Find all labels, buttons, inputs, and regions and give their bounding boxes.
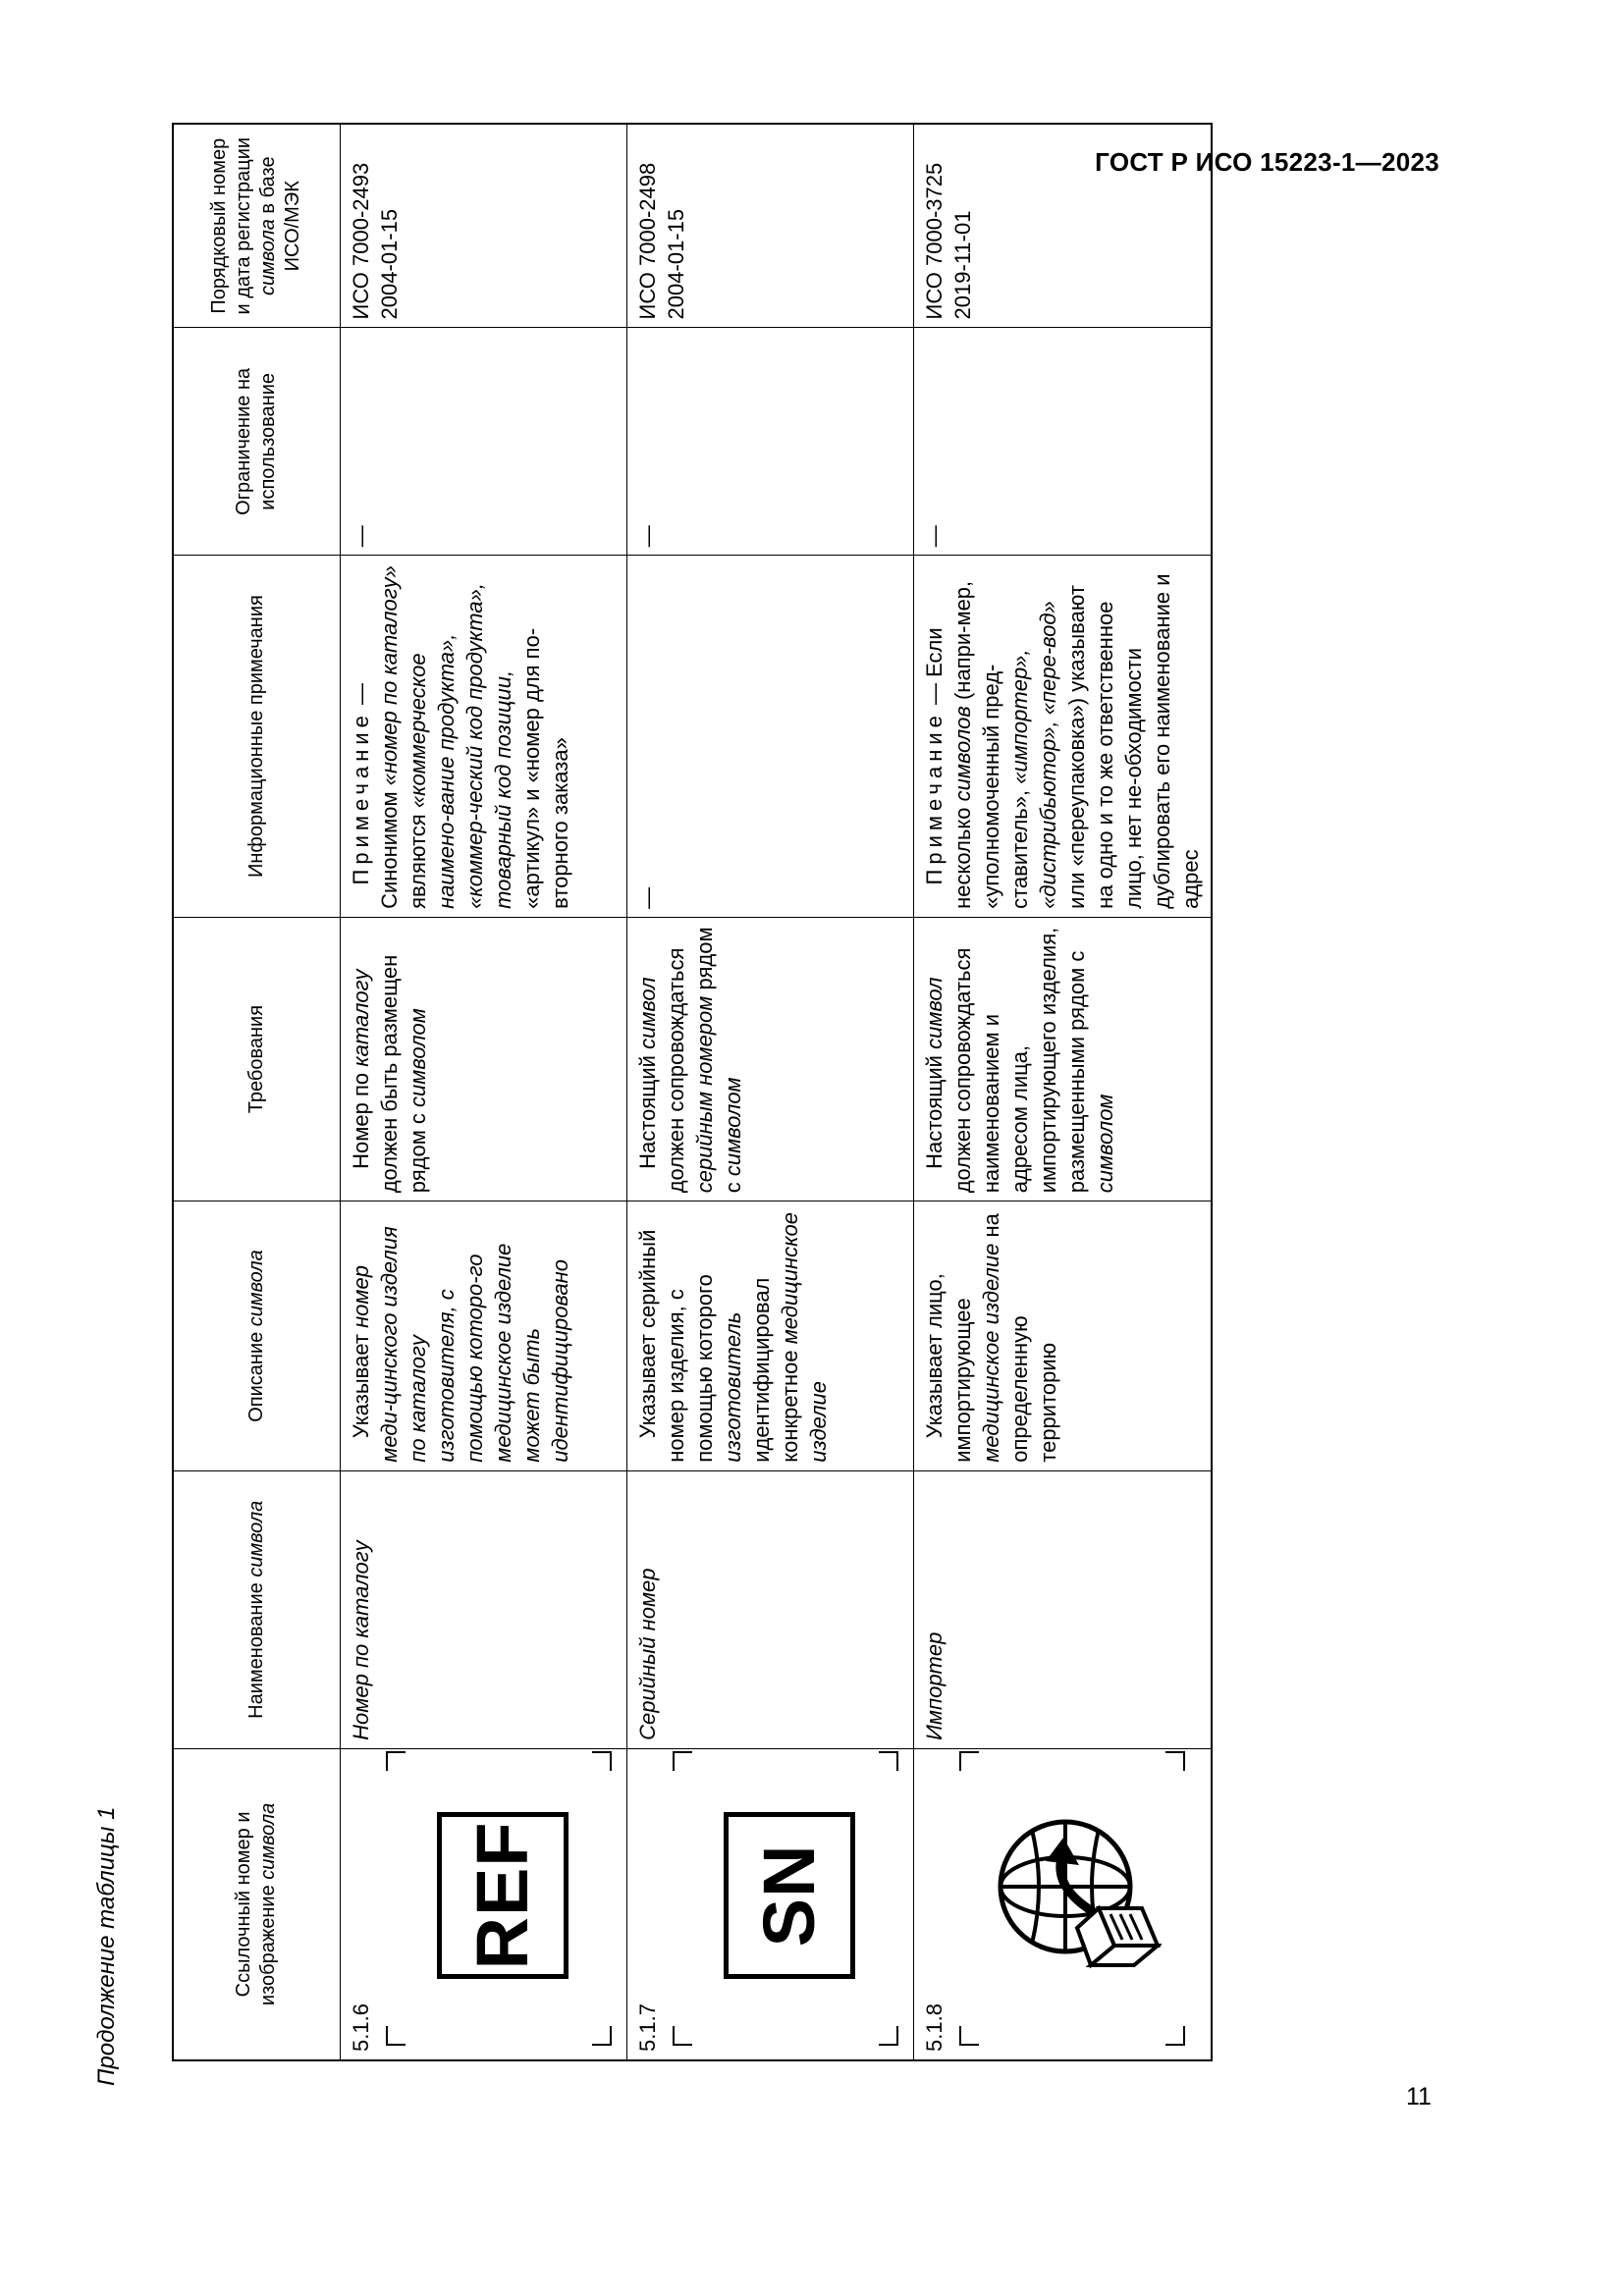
- table-row: [626, 124, 913, 2060]
- symbol-description: Указывает серийный номер изделия, с помощью которого изготовитель идентифицировал конкретное медицинское изделие: [626, 1201, 913, 1470]
- ref-number: 5.1.6: [348, 2003, 373, 2052]
- page-number: 11: [1406, 2083, 1432, 2110]
- ref-symbol: [386, 1751, 612, 2046]
- symbol-restriction: —: [913, 328, 1212, 556]
- ref-number: 5.1.8: [921, 2003, 947, 2052]
- symbol-name: Номер по каталогу: [340, 1470, 626, 1748]
- symbol-registration: ИСО 7000-2493 2004-01-15: [340, 124, 626, 328]
- symbol-notes: —: [626, 556, 913, 918]
- table-row: [340, 124, 626, 2060]
- document-code: ГОСТ Р ИСО 15223-1—2023: [1095, 147, 1439, 177]
- table-row: [913, 124, 1212, 2060]
- symbol-restriction: —: [626, 328, 913, 556]
- ref-box-icon: REF: [437, 1812, 568, 1979]
- importer-globe-icon: [985, 1808, 1162, 1985]
- header-description: Описание символа: [173, 1201, 340, 1470]
- header-notes: Информационные примечания: [173, 556, 340, 918]
- ref-symbol-cell: [913, 1748, 1212, 2060]
- symbol-notes: Примечание — Синонимом «номер по каталогу» являются «коммерческое наимено-вание продукта», «коммер-ческий код продукта», товарный код позиции, «артикул» и «номер для по-вторного заказа»: [340, 556, 626, 918]
- table-header-row: [173, 124, 340, 2060]
- symbol-requirements: Настоящий символ должен сопровождаться наименованием и адресом лица, импортирующего изделия, размещенными рядом с символом: [913, 917, 1212, 1201]
- ref-symbol-cell: [340, 1748, 626, 2060]
- symbol-name: Серийный номер: [626, 1470, 913, 1748]
- symbol-description: Указывает лицо, импортирующее медицинское изделие на определенную территорию: [913, 1201, 1212, 1470]
- header-restriction: Ограничение на использование: [173, 328, 340, 556]
- ref-number: 5.1.7: [634, 2003, 660, 2052]
- sn-box-icon: SN: [724, 1812, 855, 1979]
- header-ref: Ссылочный номер и изображение символа: [173, 1748, 340, 2060]
- symbol-restriction: —: [340, 328, 626, 556]
- symbol-notes: Примечание — Если несколько символов (напри-мер, «уполномоченный пред-ставитель», «импортер», «дистрибьютор», «пере-вод» или «переупаковка») указывают на одно и то же ответственное лицо, нет не-обходимости дублировать его наименование и адрес: [913, 556, 1212, 918]
- symbol-requirements: Номер по каталогу должен быть размещен рядом с символом: [340, 917, 626, 1201]
- ref-symbol-cell: [626, 1748, 913, 2060]
- table-caption: Продолжение таблицы 1: [93, 1806, 120, 2086]
- ref-symbol: [673, 1751, 898, 2046]
- header-registration: Порядковый номер и дата регистрации символа в базе ИСО/МЭК: [173, 124, 340, 328]
- symbol-registration: ИСО 7000-2498 2004-01-15: [626, 124, 913, 328]
- symbol-description: Указывает номер меди-цинского изделия по каталогу изготовителя, с помощью которо-го медицинское изделие может быть идентифицировано: [340, 1201, 626, 1470]
- symbol-registration: ИСО 7000-3725 2019-11-01: [913, 124, 1212, 328]
- ref-symbol: [959, 1751, 1185, 2046]
- symbol-requirements: Настоящий символ должен сопровождаться серийным номером рядом с символом: [626, 917, 913, 1201]
- rotated-table-area: [93, 123, 1232, 2086]
- header-name: Наименование символа: [173, 1470, 340, 1748]
- symbols-table: [172, 123, 1213, 2061]
- symbol-name: Импортер: [913, 1470, 1212, 1748]
- header-requirements: Требования: [173, 917, 340, 1201]
